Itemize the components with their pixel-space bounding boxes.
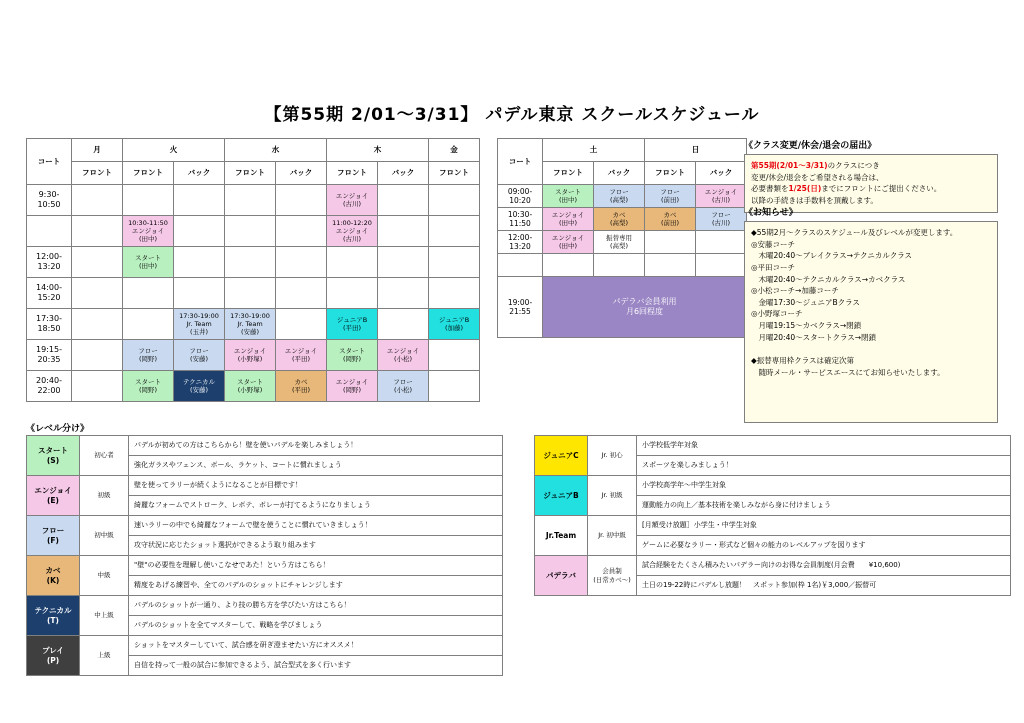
empty-cell: [72, 309, 123, 340]
level-rank: Jr. 初心: [588, 436, 637, 476]
empty-cell: [225, 185, 276, 216]
empty-cell: [429, 247, 480, 278]
class-cell[interactable]: エンジョイ (小野塚): [225, 340, 276, 371]
class-change-deadline: 1/25(日): [788, 184, 822, 194]
info-heading: 《お知らせ》: [744, 208, 798, 218]
weekend-row: [498, 185, 747, 208]
weekday-schedule-table: [26, 138, 480, 402]
empty-cell: [276, 309, 327, 340]
weekend-row: [498, 231, 747, 254]
level-desc-line: ゲームに必要なラリー・形式など個々の能力のレベルアップを図ります: [637, 536, 1011, 556]
day-header-sat: 土: [543, 139, 645, 162]
time-label: 14:00- 15:20: [27, 278, 72, 309]
class-cell[interactable]: スタート (岡野): [327, 340, 378, 371]
subhead-sat-back: バック: [594, 162, 645, 185]
info-line: 月曜19:15〜カベクラス→閉鎖: [751, 321, 862, 330]
info-line: ◆55期2月〜クラスのスケジュール及びレベルが変更します。: [751, 228, 958, 237]
empty-cell: [72, 185, 123, 216]
day-header-tue: 火: [123, 139, 225, 162]
empty-cell: [378, 309, 429, 340]
empty-cell: [696, 254, 747, 277]
weekday-row: [27, 309, 480, 340]
subhead-sat-front: フロント: [543, 162, 594, 185]
class-change-line3-pre: 必要書類を: [751, 184, 789, 194]
info-line: ◆振替専用枠クラスは確定次第: [751, 355, 855, 365]
class-change-line3-post: までにフロントにご提出ください。: [821, 184, 942, 194]
level-desc-line: ショットをマスターしていて、試合感を研ぎ澄ませたい方にオススメ！: [129, 636, 503, 656]
weekday-row: [27, 278, 480, 309]
empty-cell: [327, 278, 378, 309]
weekday-row: [27, 371, 480, 402]
time-label: 19:00- 21:55: [498, 277, 543, 338]
empty-cell: [174, 216, 225, 247]
weekday-subhead-row: [27, 162, 480, 185]
weekday-court-header: コート: [27, 139, 72, 185]
subhead-thu-front: フロント: [327, 162, 378, 185]
page-title: 【第55期 2/01〜3/31】 パデル東京 スクールスケジュール: [264, 105, 760, 125]
empty-cell: [276, 278, 327, 309]
class-change-line2: 変更/休会/退会をご希望される場合は、: [751, 172, 884, 182]
level-badge: Jr.Team: [535, 516, 588, 556]
weekend-court-header: コート: [498, 139, 543, 185]
empty-cell: [225, 247, 276, 278]
weekend-row: [498, 208, 747, 231]
level-badge: エンジョイ (E): [27, 476, 80, 516]
empty-cell: [72, 216, 123, 247]
class-change-box: [744, 154, 998, 213]
empty-cell: [429, 278, 480, 309]
empty-cell: [378, 247, 429, 278]
time-label: [498, 254, 543, 277]
class-cell[interactable]: 17:30-19:00 Jr. Team (安藤): [225, 309, 276, 340]
class-cell[interactable]: フロー (安藤): [174, 340, 225, 371]
class-change-line1-rest: のクラスにつき: [827, 161, 880, 170]
level-rank: Jr. 初級: [588, 476, 637, 516]
class-cell[interactable]: エンジョイ (田中): [543, 208, 594, 231]
weekday-row: [27, 247, 480, 278]
class-cell[interactable]: カベ (平田): [276, 371, 327, 402]
time-label: 20:40- 22:00: [27, 371, 72, 402]
level-badge: ジュニアB: [535, 476, 588, 516]
level-desc-line: 精度をあげる練習や、全てのパデルのショットにチャレンジします: [129, 576, 503, 596]
level-badge: フロー (F): [27, 516, 80, 556]
level-desc-line: "壁"の必要性を理解し使いこなせであた！という方はこちら！: [129, 556, 503, 576]
subhead-tue-front: フロント: [123, 162, 174, 185]
level-desc-line: パデルが初めての方はこちらから！壁を使いパデルを楽しみましょう！: [129, 436, 503, 456]
day-header-mon: 月: [72, 139, 123, 162]
level-row: [535, 476, 1011, 496]
empty-cell: [429, 185, 480, 216]
empty-cell: [696, 231, 747, 254]
empty-cell: [429, 340, 480, 371]
day-header-sun: 日: [645, 139, 747, 162]
level-rank: 中級: [80, 556, 129, 596]
class-cell[interactable]: スタート (田中): [543, 185, 594, 208]
class-cell[interactable]: 振替専用 (高梨): [594, 231, 645, 254]
class-change-line4: 以降の手続きは手数料を頂戴します。: [751, 195, 878, 205]
level-desc-line: 壁を使ってラリーが続くようになることが目標です！: [129, 476, 503, 496]
level-desc-line: [月額受け放題］小学生・中学生対象: [637, 516, 1011, 536]
subhead-wed-front: フロント: [225, 162, 276, 185]
level-desc-line: スポーツを楽しみましょう！: [637, 456, 1011, 476]
class-change-heading: 《クラス変更/休会/退会の届出》: [744, 141, 877, 151]
class-cell[interactable]: カベ (前田): [645, 208, 696, 231]
padelva-member-block[interactable]: パデラバ会員利用 月6回程度: [543, 277, 747, 338]
subhead-wed-back: バック: [276, 162, 327, 185]
info-line: ◎小松コーチ→加藤コーチ: [751, 286, 839, 296]
time-label: [27, 216, 72, 247]
level-row: [535, 516, 1011, 536]
class-cell[interactable]: エンジョイ (岡野): [327, 371, 378, 402]
class-cell[interactable]: フロー (岡野): [123, 340, 174, 371]
day-header-thu: 木: [327, 139, 429, 162]
class-change-period: 第55期(2/01〜3/31): [751, 161, 828, 170]
info-line: 月曜20:40〜スタートクラス→閉鎖: [751, 332, 877, 342]
empty-cell: [429, 371, 480, 402]
class-cell[interactable]: エンジョイ (小松): [378, 340, 429, 371]
weekday-row: [27, 185, 480, 216]
weekend-schedule-table: [497, 138, 747, 338]
class-cell[interactable]: ジュニアB (平田): [327, 309, 378, 340]
empty-cell: [174, 247, 225, 278]
level-desc-line: 自信を持って一般の試合に参加できるよう、試合型式を多く行います: [129, 656, 503, 676]
class-cell[interactable]: フロー (小松): [378, 371, 429, 402]
level-rank: 初級: [80, 476, 129, 516]
level-rank: 上級: [80, 636, 129, 676]
level-desc-line: 土日の19-22時にパデルし放題！ スポット参加(枠 1名)￥3,000／振替可: [637, 576, 1011, 596]
info-line: ◎安藤コーチ: [751, 239, 796, 249]
level-desc-line: 攻守状況に応じたショット選択ができるよう取り組みます: [129, 536, 503, 556]
time-label: 12:00- 13:20: [27, 247, 72, 278]
level-desc-line: 運動能力の向上／基本技術を楽しみながら身に付けましょう: [637, 496, 1011, 516]
level-desc-line: 小学校低学年対象: [637, 436, 1011, 456]
subhead-thu-back: バック: [378, 162, 429, 185]
level-desc-line: 速いラリーの中でも綺麗なフォームで壁を使うことに慣れていきましょう！: [129, 516, 503, 536]
class-cell[interactable]: 11:00-12:20 エンジョイ (古川): [327, 216, 378, 247]
level-rank: Jr. 初中級: [588, 516, 637, 556]
class-cell[interactable]: ジュニアB (加藤): [429, 309, 480, 340]
level-rank: 会員制 (日常カベ〜): [588, 556, 637, 596]
level-desc-line: 小学校高学年〜中学生対象: [637, 476, 1011, 496]
empty-cell: [276, 216, 327, 247]
weekend-row: [498, 277, 747, 338]
level-badge: プレイ (P): [27, 636, 80, 676]
class-cell[interactable]: テクニカル (安藤): [174, 371, 225, 402]
class-cell[interactable]: エンジョイ (田中): [543, 231, 594, 254]
class-cell[interactable]: 17:30-19:00 Jr. Team (玉井): [174, 309, 225, 340]
empty-cell: [378, 278, 429, 309]
empty-cell: [594, 254, 645, 277]
level-row: [27, 556, 503, 576]
info-line: ◎平田コーチ: [751, 262, 796, 272]
time-label: 09:00- 10:20: [498, 185, 543, 208]
class-cell[interactable]: フロー (高梨): [594, 185, 645, 208]
day-header-wed: 水: [225, 139, 327, 162]
level-row: [27, 436, 503, 456]
level-rank: 初心者: [80, 436, 129, 476]
time-label: 19:15- 20:35: [27, 340, 72, 371]
empty-cell: [123, 309, 174, 340]
level-row: [27, 636, 503, 656]
level-badge: パデラバ: [535, 556, 588, 596]
time-label: 12:00- 13:20: [498, 231, 543, 254]
time-label: 10:30- 11:50: [498, 208, 543, 231]
level-rank: 中上級: [80, 596, 129, 636]
info-line: 木曜20:40〜テクニカルクラス→カベクラス: [751, 274, 906, 284]
subhead-mon-front: フロント: [72, 162, 123, 185]
empty-cell: [276, 247, 327, 278]
empty-cell: [72, 247, 123, 278]
empty-cell: [123, 278, 174, 309]
class-cell[interactable]: エンジョイ (古川): [327, 185, 378, 216]
empty-cell: [276, 185, 327, 216]
empty-cell: [645, 231, 696, 254]
time-label: 9:30- 10:50: [27, 185, 72, 216]
empty-cell: [645, 254, 696, 277]
level-rank: 初中級: [80, 516, 129, 556]
empty-cell: [429, 216, 480, 247]
empty-cell: [327, 247, 378, 278]
empty-cell: [174, 185, 225, 216]
level-row: [535, 556, 1011, 576]
empty-cell: [174, 278, 225, 309]
level-badge: テクニカル (T): [27, 596, 80, 636]
class-cell[interactable]: スタート (岡野): [123, 371, 174, 402]
weekday-row: [27, 216, 480, 247]
levels-right-body: [535, 436, 1011, 596]
level-row: [535, 436, 1011, 456]
levels-left-body: [27, 436, 503, 676]
empty-cell: [378, 185, 429, 216]
weekend-body: [498, 185, 747, 338]
subhead-sun-back: バック: [696, 162, 747, 185]
empty-cell: [72, 371, 123, 402]
empty-cell: [72, 278, 123, 309]
class-change-note: [744, 138, 998, 213]
class-change-line3: [751, 183, 991, 195]
weekend-day-header-row: [498, 139, 747, 162]
level-row: [27, 516, 503, 536]
levels-right-table: [534, 435, 1011, 596]
subhead-tue-back: バック: [174, 162, 225, 185]
weekday-body: [27, 185, 480, 402]
class-cell[interactable]: スタート (田中): [123, 247, 174, 278]
class-cell[interactable]: エンジョイ (平田): [276, 340, 327, 371]
class-change-line1: [751, 160, 991, 172]
level-desc-line: 綺麗なフォームでストローク、レボテ、ボレーが打てるようになりましょう: [129, 496, 503, 516]
info-line: 随時メール・サービスエースにてお知らせいたします。: [751, 367, 945, 377]
level-badge: ジュニアC: [535, 436, 588, 476]
level-desc-line: パデルのショットを全てマスターして、戦略を学びましょう: [129, 616, 503, 636]
class-cell[interactable]: 10:30-11:50 エンジョイ (田中): [123, 216, 174, 247]
level-badge: カベ (K): [27, 556, 80, 596]
weekday-row: [27, 340, 480, 371]
empty-cell: [378, 216, 429, 247]
weekend-row: [498, 254, 747, 277]
class-cell[interactable]: スタート (小野塚): [225, 371, 276, 402]
class-cell[interactable]: フロー (前田): [645, 185, 696, 208]
level-row: [27, 476, 503, 496]
info-note: [744, 205, 998, 423]
level-row: [27, 596, 503, 616]
level-desc-line: パデルのショットが一通り、より技の勝ち方を学びたい方はこちら！: [129, 596, 503, 616]
info-line: ◎小野塚コーチ: [751, 309, 803, 319]
level-desc-line: 試合経験をたくさん積みたいパデラー向けのお得な会員制度(月会費 ¥10,600): [637, 556, 1011, 576]
weekday-day-header-row: [27, 139, 480, 162]
info-box: [744, 221, 998, 423]
levels-left-table: [26, 435, 503, 676]
empty-cell: [72, 340, 123, 371]
info-line: 木曜20:40〜ブレイクラス→テクニカルクラス: [751, 251, 913, 261]
subhead-fri-front: フロント: [429, 162, 480, 185]
levels-heading: 《レベル分け》: [26, 424, 90, 434]
empty-cell: [123, 185, 174, 216]
info-line: [751, 343, 991, 355]
class-cell[interactable]: カベ (高梨): [594, 208, 645, 231]
level-badge: スタート (S): [27, 436, 80, 476]
subhead-sun-front: フロント: [645, 162, 696, 185]
info-line: 金曜17:30〜ジュニアBクラス: [751, 297, 860, 307]
empty-cell: [543, 254, 594, 277]
time-label: 17:30- 18:50: [27, 309, 72, 340]
empty-cell: [225, 216, 276, 247]
day-header-fri: 金: [429, 139, 480, 162]
empty-cell: [225, 278, 276, 309]
class-cell[interactable]: エンジョイ (古川): [696, 185, 747, 208]
level-desc-line: 強化ガラスやフェンス、ボール、ラケット、コートに慣れましょう: [129, 456, 503, 476]
class-cell[interactable]: フロー (古川): [696, 208, 747, 231]
